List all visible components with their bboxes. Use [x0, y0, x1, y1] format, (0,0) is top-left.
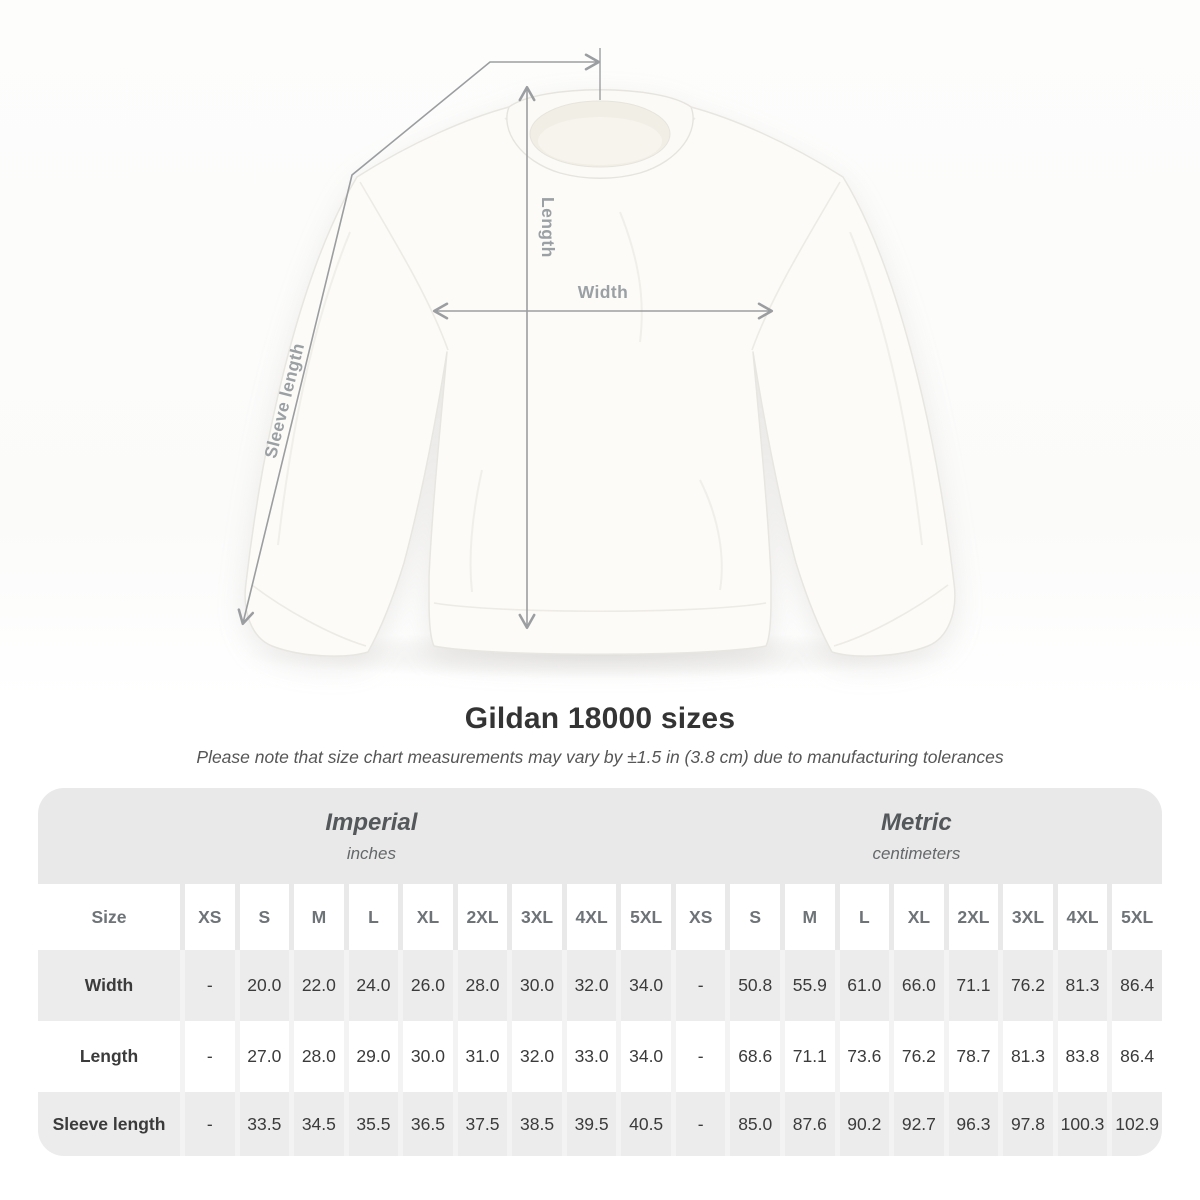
- length-annotation-label: Length: [538, 197, 558, 258]
- size-col: M: [780, 884, 835, 950]
- size-col: 2XL: [944, 884, 999, 950]
- value-cell: -: [180, 1021, 235, 1092]
- value-cell: 20.0: [235, 950, 290, 1021]
- value-cell: 26.0: [398, 950, 453, 1021]
- value-cell: 30.0: [398, 1021, 453, 1092]
- sleeve-length-row: [38, 1092, 1162, 1156]
- value-cell: 73.6: [835, 1021, 890, 1092]
- value-cell: 24.0: [344, 950, 399, 1021]
- metric-group-header: [671, 788, 1162, 884]
- value-cell: 92.7: [889, 1092, 944, 1156]
- value-cell: 50.8: [725, 950, 780, 1021]
- sleeve-length-annotation-label: Sleeve length: [260, 340, 309, 461]
- metric-unit: centimeters: [872, 843, 961, 863]
- size-col: L: [835, 884, 890, 950]
- value-cell: 71.1: [944, 950, 999, 1021]
- page-subtitle: Please note that size chart measurements may vary by ±1.5 in (3.8 cm) due to manufacturing tolerances: [196, 747, 1004, 767]
- size-col: 5XL: [1107, 884, 1162, 950]
- value-cell: 34.0: [616, 950, 671, 1021]
- value-cell: 66.0: [889, 950, 944, 1021]
- size-col: 4XL: [1053, 884, 1108, 950]
- value-cell: -: [671, 950, 726, 1021]
- value-cell: 87.6: [780, 1092, 835, 1156]
- title-block: [0, 702, 1200, 768]
- value-cell: 55.9: [780, 950, 835, 1021]
- value-cell: 34.0: [616, 1021, 671, 1092]
- size-col: XL: [889, 884, 944, 950]
- value-cell: 32.0: [562, 950, 617, 1021]
- value-cell: -: [671, 1092, 726, 1156]
- value-cell: -: [180, 1092, 235, 1156]
- size-col: S: [235, 884, 290, 950]
- row-label: Sleeve length: [38, 1092, 180, 1156]
- page-title: Gildan 18000 sizes: [464, 702, 736, 735]
- value-cell: 34.5: [289, 1092, 344, 1156]
- value-cell: 27.0: [235, 1021, 290, 1092]
- size-col: 2XL: [453, 884, 508, 950]
- value-cell: -: [180, 950, 235, 1021]
- size-col: XS: [671, 884, 726, 950]
- value-cell: 32.0: [507, 1021, 562, 1092]
- value-cell: 28.0: [453, 950, 508, 1021]
- value-cell: 86.4: [1107, 1021, 1162, 1092]
- size-col: M: [289, 884, 344, 950]
- imperial-group-header: [38, 788, 671, 884]
- value-cell: 22.0: [289, 950, 344, 1021]
- value-cell: 39.5: [562, 1092, 617, 1156]
- value-cell: 31.0: [453, 1021, 508, 1092]
- size-col: L: [344, 884, 399, 950]
- value-cell: 33.5: [235, 1092, 290, 1156]
- value-cell: 35.5: [344, 1092, 399, 1156]
- row-label: Length: [38, 1021, 180, 1092]
- value-cell: 81.3: [998, 1021, 1053, 1092]
- value-cell: 38.5: [507, 1092, 562, 1156]
- value-cell: 85.0: [725, 1092, 780, 1156]
- imperial-label: Imperial: [325, 808, 418, 836]
- row-label: Width: [38, 950, 180, 1021]
- value-cell: 97.8: [998, 1092, 1053, 1156]
- size-col: 3XL: [998, 884, 1053, 950]
- value-cell: 86.4: [1107, 950, 1162, 1021]
- value-cell: 37.5: [453, 1092, 508, 1156]
- corner-cell: Size: [38, 884, 180, 950]
- value-cell: 76.2: [889, 1021, 944, 1092]
- value-cell: 76.2: [998, 950, 1053, 1021]
- value-cell: 33.0: [562, 1021, 617, 1092]
- value-cell: 81.3: [1053, 950, 1108, 1021]
- unit-group-header: [38, 788, 1162, 884]
- size-col: 3XL: [507, 884, 562, 950]
- imperial-unit: inches: [346, 843, 396, 863]
- value-cell: 68.6: [725, 1021, 780, 1092]
- size-col: XL: [398, 884, 453, 950]
- value-cell: 30.0: [507, 950, 562, 1021]
- size-table: [38, 788, 1162, 1156]
- size-header-row: [38, 884, 1162, 950]
- value-cell: 29.0: [344, 1021, 399, 1092]
- value-cell: 36.5: [398, 1092, 453, 1156]
- width-row: [38, 950, 1162, 1021]
- length-row: [38, 1021, 1162, 1092]
- value-cell: 61.0: [835, 950, 890, 1021]
- metric-label: Metric: [881, 808, 952, 836]
- value-cell: 100.3: [1053, 1092, 1108, 1156]
- size-col: S: [725, 884, 780, 950]
- value-cell: 102.9: [1107, 1092, 1162, 1156]
- value-cell: 90.2: [835, 1092, 890, 1156]
- value-cell: 83.8: [1053, 1021, 1108, 1092]
- value-cell: 96.3: [944, 1092, 999, 1156]
- value-cell: 78.7: [944, 1021, 999, 1092]
- value-cell: 71.1: [780, 1021, 835, 1092]
- value-cell: 40.5: [616, 1092, 671, 1156]
- width-annotation-label: Width: [577, 282, 629, 302]
- size-col: 5XL: [616, 884, 671, 950]
- size-table-grid: [38, 884, 1162, 1156]
- value-cell: 28.0: [289, 1021, 344, 1092]
- value-cell: -: [671, 1021, 726, 1092]
- size-col: 4XL: [562, 884, 617, 950]
- size-col: XS: [180, 884, 235, 950]
